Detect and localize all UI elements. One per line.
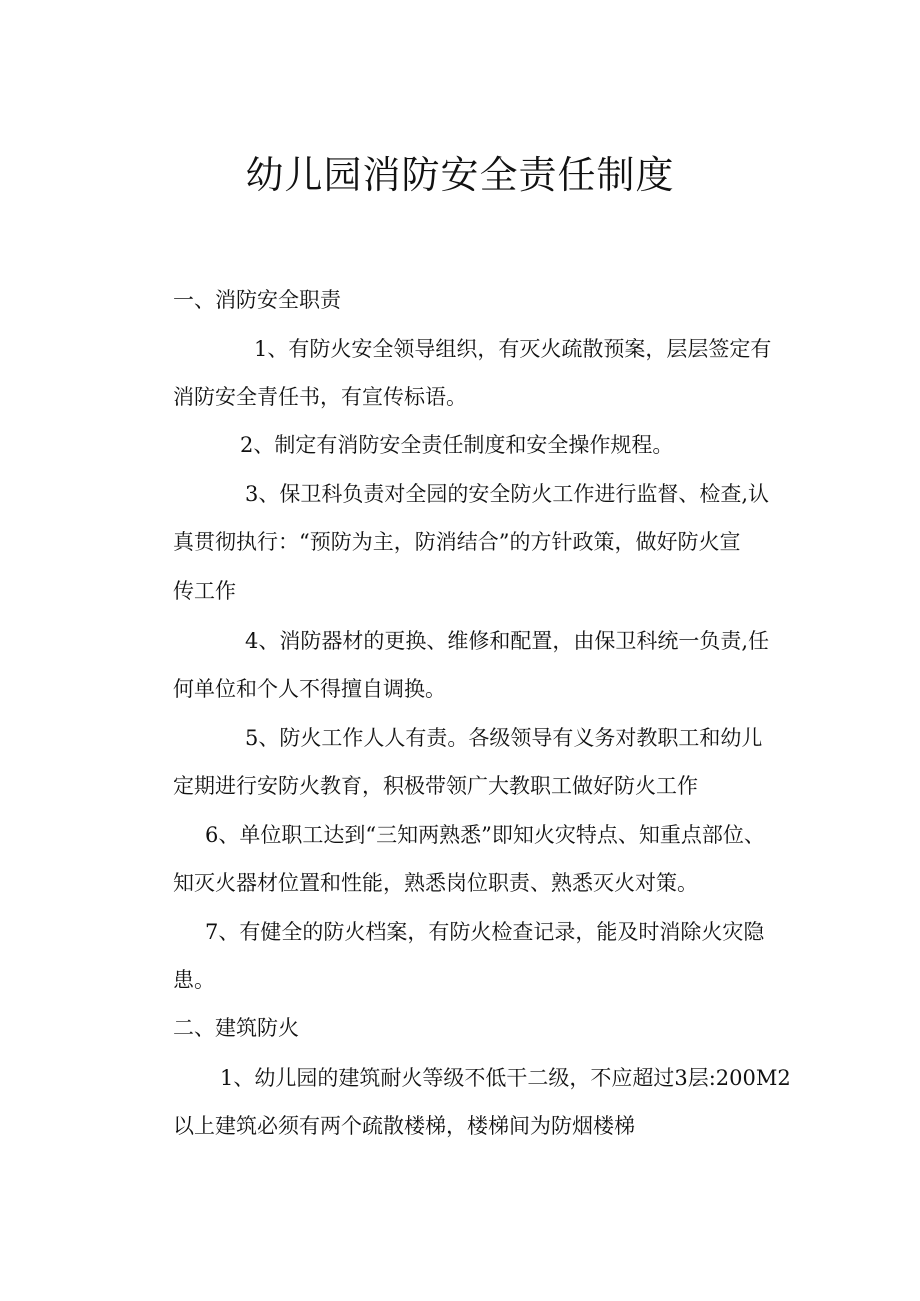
paragraph-line: 1、有防火安全领导组织，有灭火疏散预案，层层签定有 [254,337,772,361]
paragraph-line: 4、消防器材的更换、维修和配置，由保卫科统一负责,任 [245,629,770,653]
paragraph-line: 3、保卫科负责对全园的安全防火工作进行监督、检查,认 [245,482,770,506]
paragraph-line: 1、幼儿园的建筑耐火等级不低干二级，不应超过3层:200M2 [220,1066,791,1090]
paragraph-line: 以上建筑必须有两个疏散楼梯，楼梯间为防烟楼梯 [173,1114,635,1138]
paragraph-line: 真贯彻执行：“预防为主，防消结合”的方针政策，做好防火宣 [173,530,741,554]
paragraph-line: 7、有健全的防火档案，有防火检查记录，能及时消除火灾隐 [205,920,765,944]
paragraph-line: 消防安全青任书，有宣传标语。 [173,385,467,409]
paragraph-line: 知灭火器材位置和性能，熟悉岗位职责、熟悉灭火对策。 [173,871,698,895]
paragraph-line: 定期进行安防火教育，积极带领广大教职工做好防火工作 [173,774,698,798]
paragraph-line: 6、单位职工达到“三知两熟悉”即知火灾特点、知重点部位、 [205,823,765,847]
paragraph-line: 患。 [173,968,215,992]
paragraph-line: 2、制定有消防安全责任制度和安全操作规程。 [240,433,674,457]
document-title: 幼儿园消防安全责任制度 [245,153,675,197]
paragraph-line: 何单位和个人不得擅自调换。 [173,677,446,701]
section-heading-building-fire-protection: 二、建筑防火 [173,1016,299,1040]
paragraph-line: 5、防火工作人人有责。各级领导有义务对教职工和幼儿 [245,726,763,750]
section-heading-fire-safety-duties: 一、消防安全职责 [173,288,341,312]
paragraph-line: 传工作 [173,579,236,603]
